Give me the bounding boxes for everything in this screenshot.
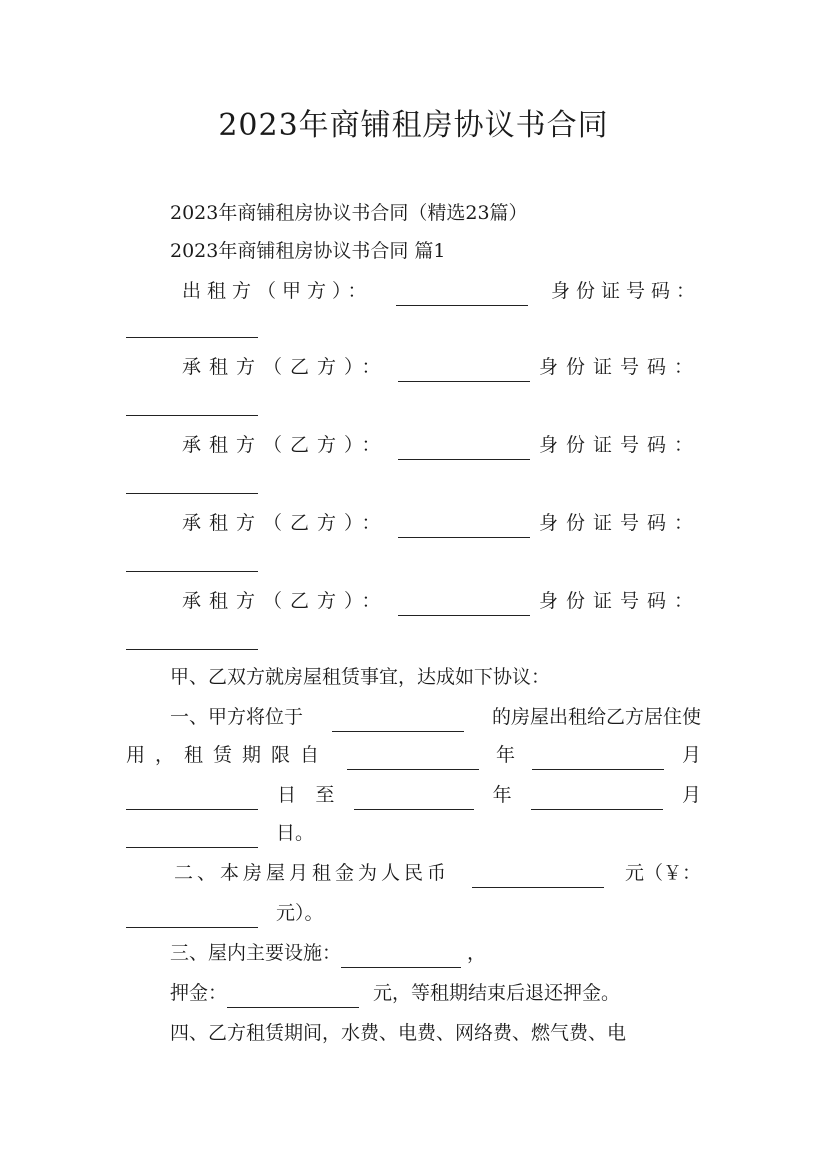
clause-3-end: ， [467, 942, 487, 964]
lessee-label: 承租方（乙方）： [182, 512, 389, 534]
lessee-id-line [126, 542, 701, 572]
lessee-id-label: 身份证号码： [538, 590, 701, 612]
clause-2-line-1 [174, 858, 701, 888]
lessee-id-line [126, 464, 701, 494]
deposit-text: 元，等租期结束后退还押金。 [373, 982, 621, 1004]
lessee-id-line [126, 386, 701, 416]
facilities-blank [341, 945, 461, 968]
end-day-blank [126, 825, 258, 848]
lessee-id-blank [126, 471, 258, 494]
subtitle: 2023年商铺租房协议书合同（精选23篇） [170, 202, 528, 224]
section-heading: 2023年商铺租房协议书合同 篇1 [170, 240, 446, 262]
lessor-id-label: 身份证号码： [550, 280, 701, 302]
clause-1-text: 一、甲方将位于 [170, 706, 304, 728]
lessee-id-label: 身份证号码： [538, 434, 701, 456]
lessee-line [182, 508, 701, 538]
lessee-label: 承租方（乙方）： [182, 434, 389, 456]
location-blank [332, 709, 464, 732]
deposit-line [170, 978, 701, 1008]
clause-1-text: 的房屋出租给乙方居住使 [491, 706, 701, 728]
lessee-id-label: 身份证号码： [538, 512, 701, 534]
lessee-name-blank [398, 359, 530, 382]
month-label: 月 [681, 744, 701, 766]
lessee-id-blank [126, 549, 258, 572]
lessee-id-line [126, 620, 701, 650]
start-month-blank [532, 747, 664, 770]
clause-3 [170, 938, 701, 968]
agreement-intro: 甲、乙双方就房屋租赁事宜，达成如下协议： [170, 666, 551, 688]
clause-3-text: 三、屋内主要设施： [170, 942, 342, 964]
month-label: 月 [681, 784, 701, 806]
clause-1-end: 日。 [276, 822, 315, 844]
document-title: 2023年商铺租房协议书合同 [218, 108, 609, 143]
clause-2-text: 元（￥： [624, 862, 701, 884]
clause-1-line-2 [126, 740, 701, 770]
lessee-name-blank [398, 593, 530, 616]
lessor-id-blank [126, 315, 258, 338]
start-year-blank [347, 747, 479, 770]
year-label: 年 [495, 744, 515, 766]
end-year-blank [354, 787, 474, 810]
clause-2-line-2 [126, 898, 701, 928]
rent-blank [472, 865, 604, 888]
clause-2-text: 二、本房屋月租金为人民币 [174, 862, 451, 884]
lessee-id-blank [126, 393, 258, 416]
clause-1-line-4 [126, 818, 701, 848]
lessee-line [182, 352, 701, 382]
clause-2-end: 元）。 [276, 902, 324, 924]
lessee-label: 承租方（乙方）： [182, 590, 389, 612]
deposit-label: 押金： [170, 982, 228, 1004]
lessee-line [182, 430, 701, 460]
rent-amount-blank [126, 905, 258, 928]
lessee-label: 承租方（乙方）： [182, 356, 389, 378]
year-label: 年 [492, 784, 512, 806]
lessor-label: 出租方（甲方）： [182, 280, 373, 302]
lessee-name-blank [398, 515, 530, 538]
deposit-blank [227, 985, 359, 1008]
clause-4: 四、乙方租赁期间，水费、电费、网络费、燃气费、电 [170, 1022, 627, 1044]
lessor-line [182, 276, 701, 306]
start-day-blank [126, 787, 258, 810]
clause-1-text: 用，租赁期限自 [126, 744, 330, 766]
lessee-line [182, 586, 701, 616]
lessor-name-blank [396, 283, 528, 306]
clause-1-line-1 [170, 702, 701, 732]
lessee-id-blank [126, 627, 258, 650]
to-label: 至 [315, 784, 335, 806]
lessee-name-blank [398, 437, 530, 460]
end-month-blank [531, 787, 663, 810]
clause-1-line-3 [126, 780, 701, 810]
lessee-id-label: 身份证号码： [538, 356, 701, 378]
day-label: 日 [277, 784, 297, 806]
lessor-id-line [126, 308, 701, 338]
